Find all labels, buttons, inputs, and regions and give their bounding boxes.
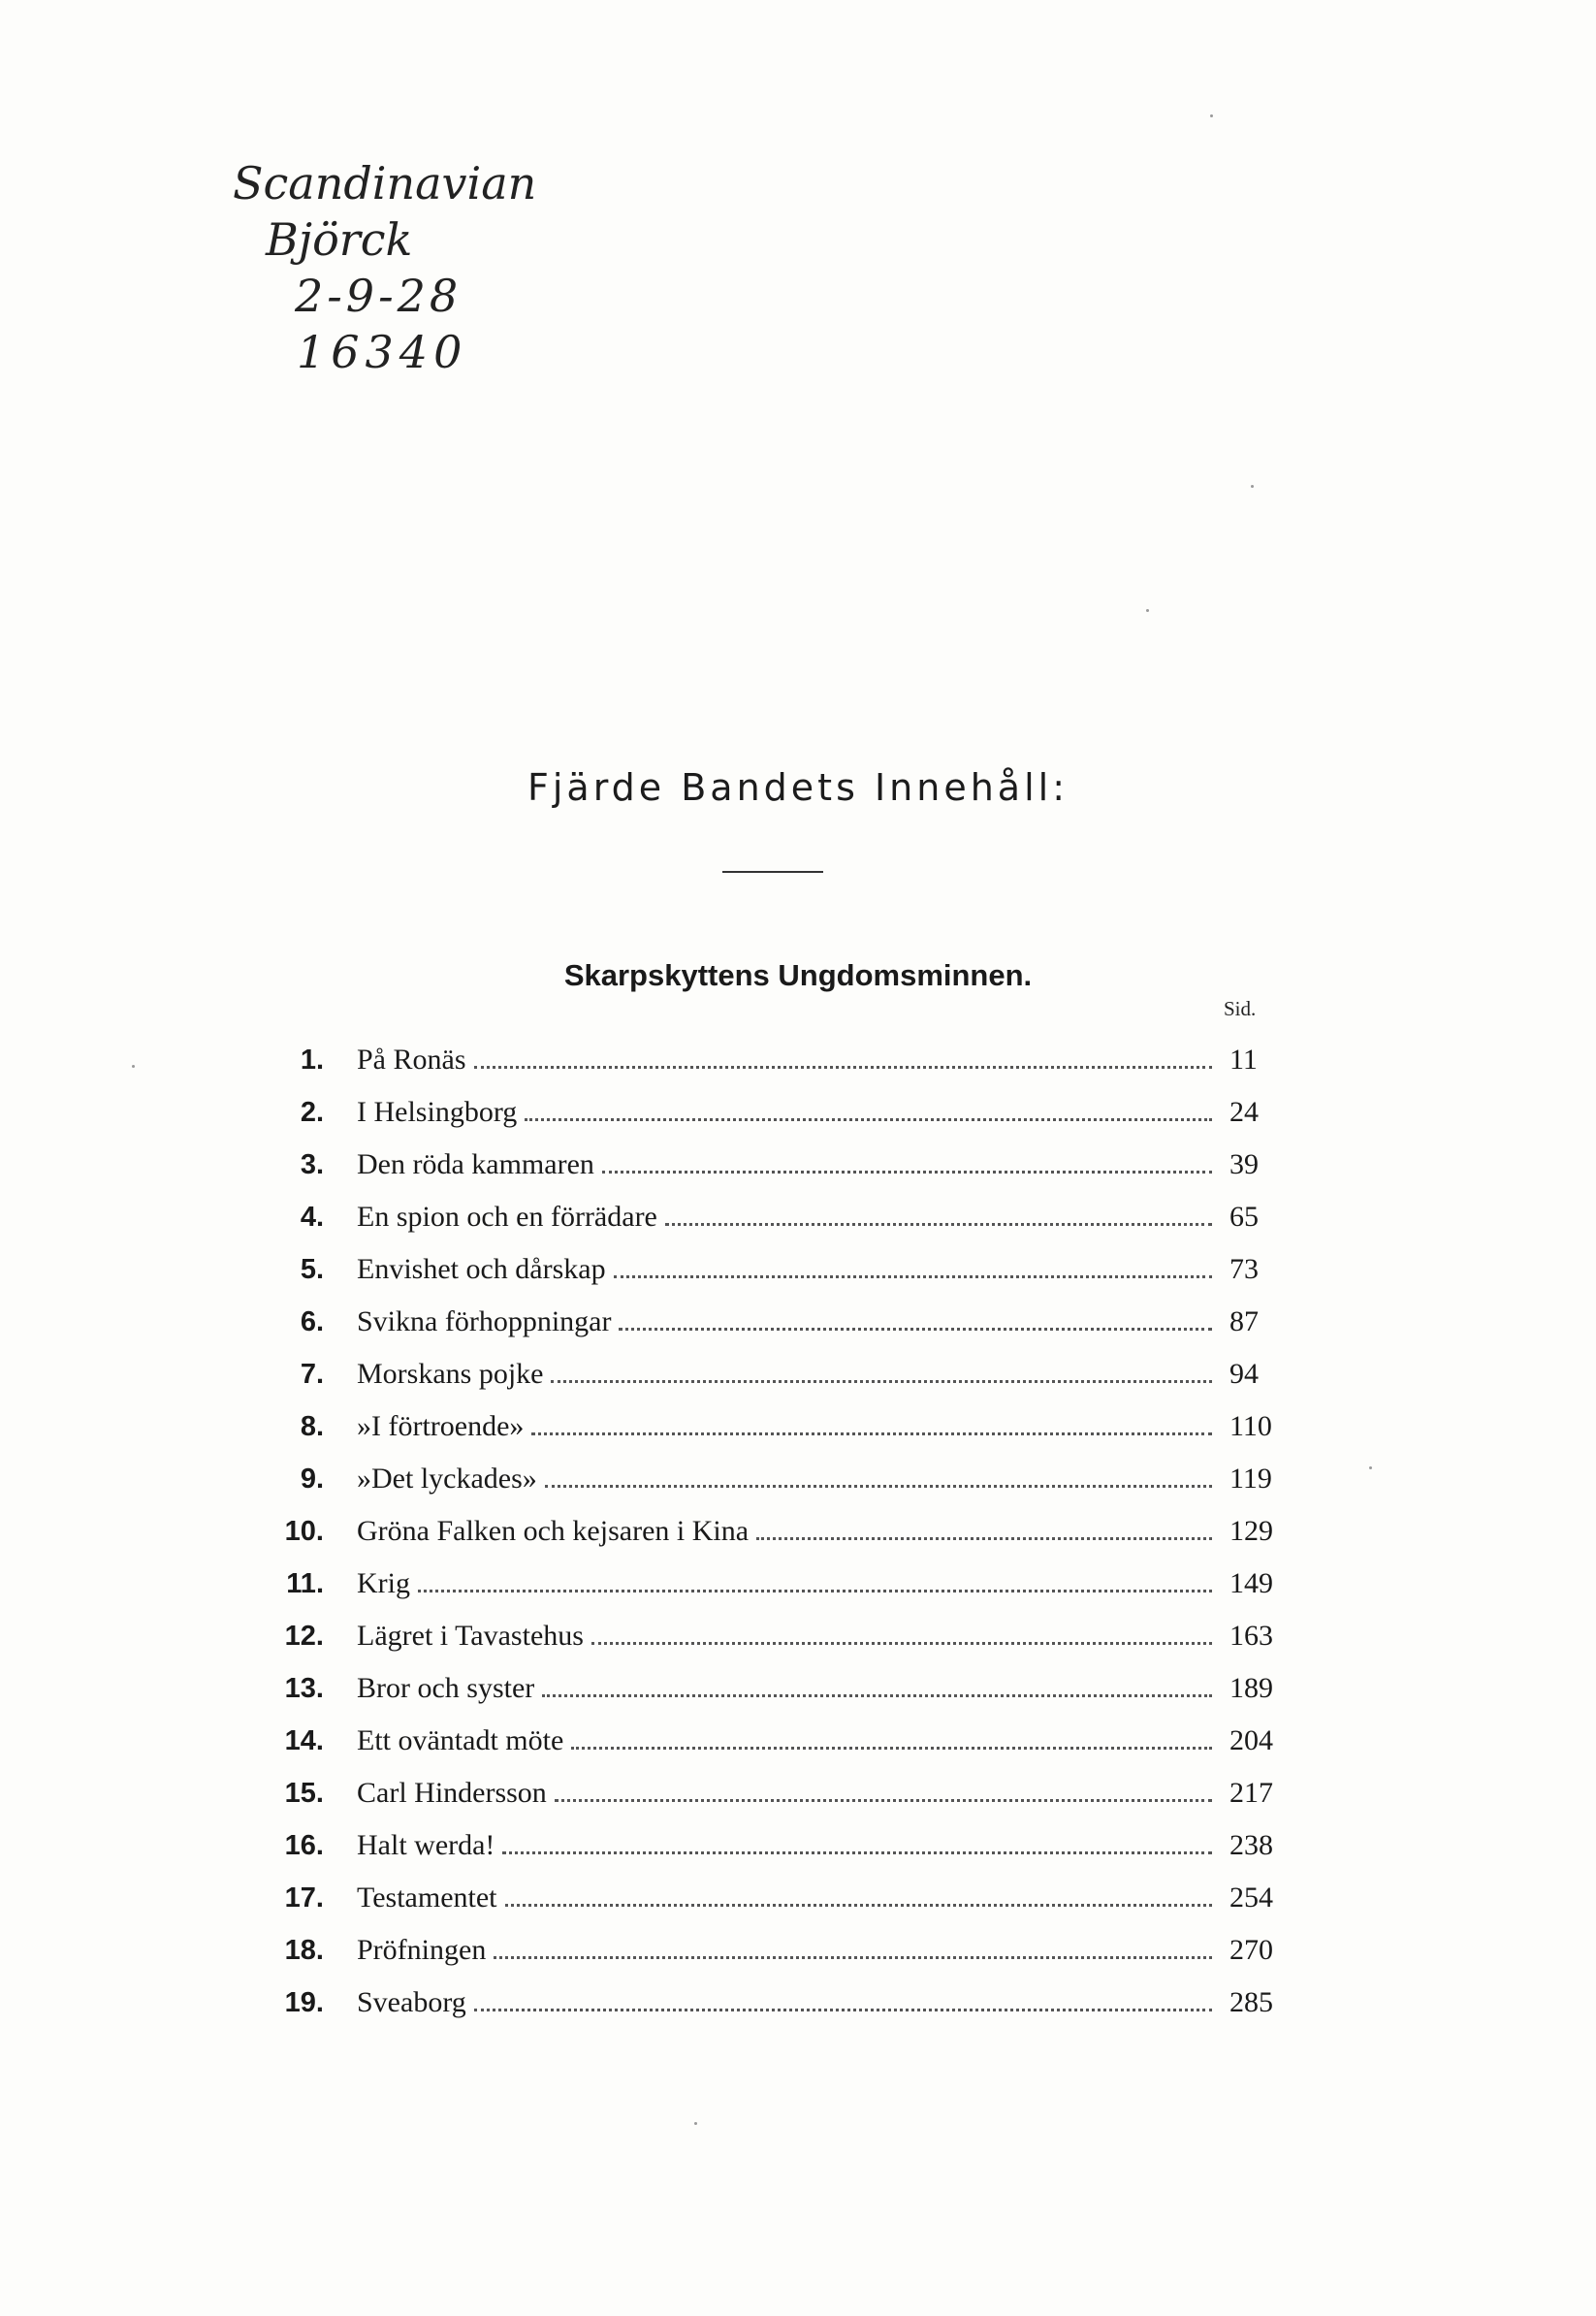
page-column-label: Sid. [1224, 997, 1257, 1020]
toc-entry-page: 285 [1229, 1986, 1273, 2018]
toc-dot-leader [555, 1799, 1212, 1802]
toc-entry-title: Testamentet [357, 1882, 497, 1914]
toc-entry-title: En spion och en förrädare [357, 1201, 657, 1233]
toc-entry-title: På Ronäs [357, 1044, 466, 1076]
toc-entry-page: 94 [1229, 1358, 1259, 1390]
toc-entry-title: I Helsingborg [357, 1096, 518, 1128]
toc-entry [262, 1505, 1284, 1558]
handwritten-library-note [233, 155, 536, 380]
toc-entry-page: 238 [1229, 1829, 1273, 1861]
toc-entry-number: 10. [284, 1516, 324, 1547]
handwritten-line: Björck [266, 213, 413, 266]
toc-entry-page: 129 [1229, 1515, 1273, 1547]
toc-entry-page: 270 [1229, 1934, 1273, 1966]
toc-entry-title: Sveaborg [357, 1986, 466, 2018]
toc-dot-leader [542, 1694, 1212, 1697]
title-divider [722, 871, 823, 873]
toc-entry-page: 163 [1229, 1620, 1273, 1652]
toc-entry-number: 16. [284, 1830, 324, 1861]
toc-entry-number: 13. [284, 1673, 324, 1704]
toc-dot-leader [531, 1432, 1212, 1435]
toc-entry-page: 39 [1229, 1148, 1259, 1180]
section-title: Skarpskyttens Ungdomsminnen. [563, 958, 1033, 992]
toc-entry-page: 119 [1229, 1463, 1272, 1495]
handwritten-line: 2-9-28 [295, 270, 463, 322]
toc-entry-page: 110 [1229, 1410, 1272, 1442]
toc-dot-leader [591, 1642, 1212, 1645]
toc-entry [262, 1558, 1284, 1610]
toc-entry [262, 1453, 1284, 1505]
toc-entry [262, 1977, 1284, 2029]
toc-entry-number: 15. [284, 1778, 324, 1809]
paper-speck [1146, 609, 1149, 612]
toc-dot-leader [614, 1275, 1212, 1278]
toc-entry-number: 8. [300, 1411, 324, 1442]
toc-dot-leader [494, 1956, 1212, 1959]
toc-entry-number: 11. [286, 1568, 324, 1599]
toc-entry [262, 1819, 1284, 1872]
toc-entry-title: Gröna Falken och kejsaren i Kina [357, 1515, 750, 1547]
toc-entry [262, 1924, 1284, 1977]
toc-dot-leader [571, 1747, 1212, 1750]
toc-entry-title: Lägret i Tavastehus [357, 1620, 584, 1652]
toc-entry-page: 24 [1229, 1096, 1259, 1128]
paper-speck [132, 1065, 135, 1068]
toc-entry-page: 204 [1229, 1724, 1273, 1756]
handwritten-line: 16340 [297, 326, 468, 378]
toc-entry-title: »Det lyckades» [357, 1463, 537, 1495]
toc-dot-leader [545, 1485, 1212, 1488]
toc-entry-title: Bror och syster [357, 1672, 535, 1704]
page-title: Fjärde Bandets Innehåll: [527, 766, 1069, 809]
toc-entry [262, 1034, 1284, 1086]
toc-entry-title: Envishet och dårskap [357, 1253, 606, 1285]
toc-entry [262, 1139, 1284, 1191]
toc-entry-number: 12. [284, 1621, 324, 1652]
toc-entry-page: 11 [1229, 1044, 1258, 1076]
toc-dot-leader [602, 1171, 1212, 1174]
toc-entry-number: 18. [284, 1935, 324, 1966]
toc-entry-number: 1. [300, 1045, 324, 1076]
paper-speck [1251, 485, 1254, 488]
toc-entry-number: 14. [284, 1725, 324, 1756]
toc-entry-page: 254 [1229, 1882, 1273, 1914]
toc-entry-page: 65 [1229, 1201, 1259, 1233]
paper-speck [694, 2122, 697, 2125]
toc-entry-title: Halt werda! [357, 1829, 495, 1861]
toc-dot-leader [505, 1904, 1212, 1907]
toc-entry-number: 2. [300, 1097, 324, 1128]
toc-entry-number: 9. [300, 1464, 324, 1495]
toc-entry-title: Ett oväntadt möte [357, 1724, 564, 1756]
toc-entry [262, 1872, 1284, 1924]
toc-entry-title: »I förtroende» [357, 1410, 525, 1442]
toc-entry-number: 19. [284, 1987, 324, 2018]
toc-entry [262, 1715, 1284, 1767]
toc-entry-title: Den röda kammaren [357, 1148, 594, 1180]
toc-entry [262, 1662, 1284, 1715]
toc-entry [262, 1243, 1284, 1296]
toc-entry-page: 217 [1229, 1777, 1273, 1809]
toc-entry [262, 1400, 1284, 1453]
toc-entry [262, 1191, 1284, 1243]
paper-speck [1369, 1466, 1372, 1469]
toc-entry-title: Morskans pojke [357, 1358, 544, 1390]
toc-entry-number: 4. [300, 1202, 324, 1233]
toc-dot-leader [474, 1066, 1213, 1069]
toc-dot-leader [756, 1537, 1212, 1540]
toc-entry-number: 5. [300, 1254, 324, 1285]
table-of-contents [262, 1034, 1284, 2029]
toc-entry [262, 1610, 1284, 1662]
toc-entry-title: Krig [357, 1567, 410, 1599]
toc-entry-number: 6. [300, 1306, 324, 1337]
toc-dot-leader [665, 1223, 1212, 1226]
toc-entry-number: 17. [284, 1882, 324, 1914]
toc-entry-page: 149 [1229, 1567, 1273, 1599]
toc-entry-title: Svikna förhoppningar [357, 1305, 612, 1337]
toc-entry-page: 189 [1229, 1672, 1273, 1704]
toc-entry [262, 1296, 1284, 1348]
handwritten-line: Scandinavian [233, 157, 537, 209]
toc-entry-page: 73 [1229, 1253, 1259, 1285]
toc-dot-leader [551, 1380, 1212, 1383]
toc-dot-leader [619, 1328, 1212, 1331]
toc-entry-number: 7. [300, 1359, 324, 1390]
toc-dot-leader [502, 1851, 1212, 1854]
toc-entry [262, 1086, 1284, 1139]
toc-entry [262, 1348, 1284, 1400]
toc-dot-leader [418, 1590, 1212, 1592]
toc-dot-leader [474, 2009, 1212, 2011]
toc-entry-page: 87 [1229, 1305, 1259, 1337]
toc-entry-title: Pröfningen [357, 1934, 487, 1966]
toc-dot-leader [525, 1118, 1212, 1121]
toc-entry-title: Carl Hindersson [357, 1777, 547, 1809]
toc-entry-number: 3. [300, 1149, 324, 1180]
paper-speck [1210, 114, 1213, 117]
toc-entry [262, 1767, 1284, 1819]
